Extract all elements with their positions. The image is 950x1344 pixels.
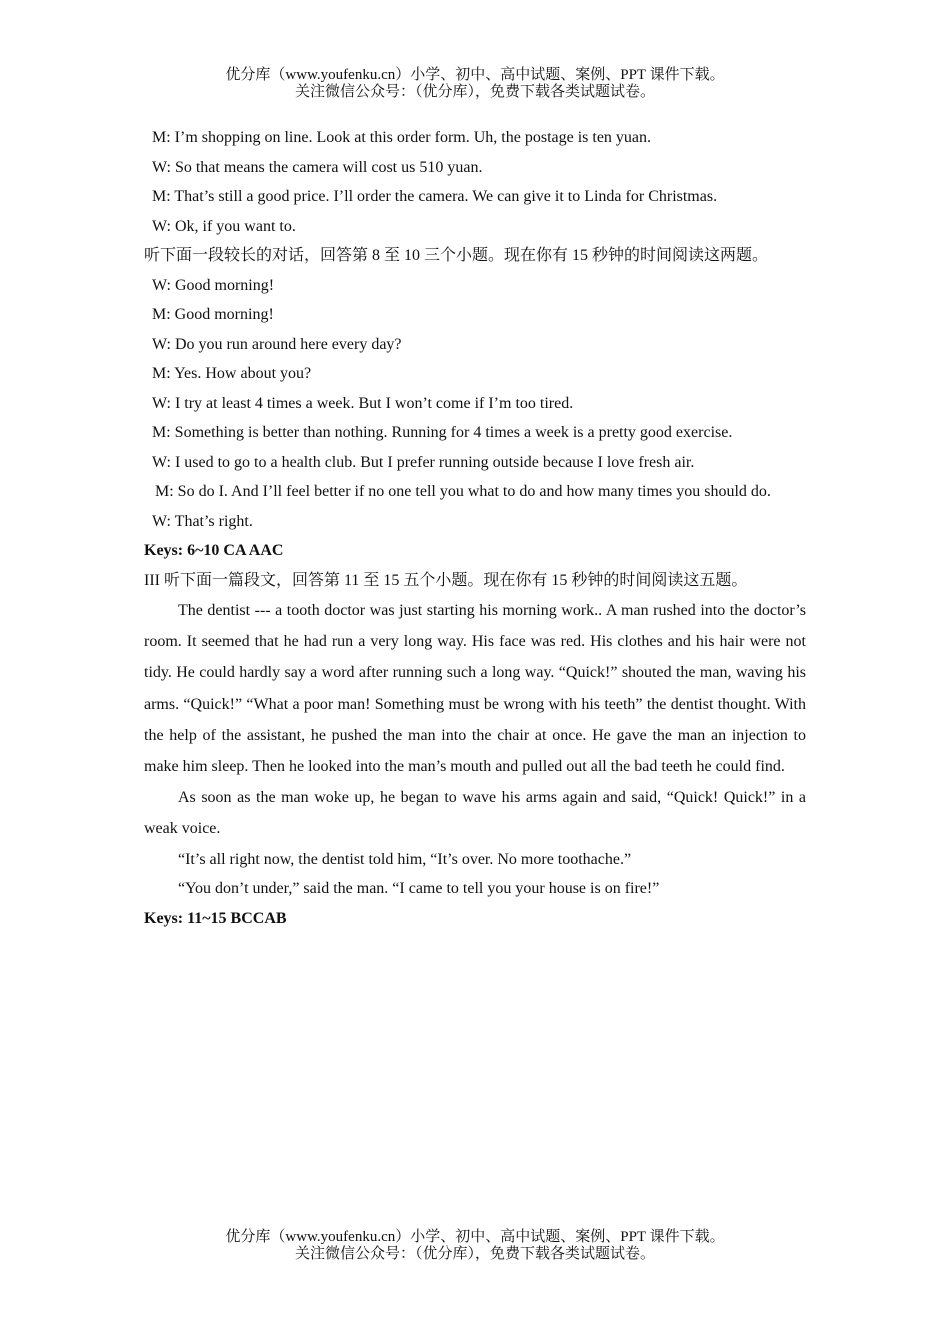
dialogue-line: W: Good morning! (152, 276, 275, 294)
dialogue-line: W: I used to go to a health club. But I prefer running outside because I love fresh air. (152, 453, 695, 471)
page-header (0, 67, 950, 101)
page-footer (0, 1229, 950, 1263)
header-line-1: 优分库（www.youfenku.cn）小学、初中、高中试题、案例、PPT 课件下载。 (225, 67, 725, 83)
dialogue-line: W: That’s right. (152, 512, 253, 530)
section-instruction: 听下面一段较长的对话，回答第 8 至 10 三个小题。现在你有 15 秒钟的时间阅读这两题。 (144, 247, 769, 264)
dialogue-line: W: So that means the camera will cost us 510 yuan. (152, 158, 483, 176)
section-instruction: III 听下面一篇段文，回答第 11 至 15 五个小题。现在你有 15 秒钟的时间阅读这五题。 (144, 571, 748, 589)
dialogue-line: M: Yes. How about you? (152, 365, 312, 382)
dialogue-line: W: Ok, if you want to. (152, 217, 296, 235)
dialogue-line: M: Something is better than nothing. Running for 4 times a week is a pretty good exercise. (152, 424, 733, 441)
document-body (144, 123, 806, 933)
passage-paragraph: As soon as the man woke up, he began to wave his arms again and said, “Quick! Quick!” in a weak voice. (144, 789, 806, 838)
footer-line-1: 优分库（www.youfenku.cn）小学、初中、高中试题、案例、PPT 课件下载。 (225, 1229, 725, 1245)
answer-keys: Keys: 11~15 BCCAB (144, 909, 287, 927)
answer-keys: Keys: 6~10 CA AAC (144, 542, 284, 559)
passage-paragraph: “It’s all right now, the dentist told him, “It’s over. No more toothache.” (178, 850, 632, 868)
passage-paragraph: “You don’t under,” said the man. “I came to tell you your house is on fire!” (178, 880, 660, 898)
dialogue-line: M: So do I. And I’ll feel better if no one tell you what to do and how many times you should do. (155, 483, 771, 500)
passage-paragraph: The dentist --- a tooth doctor was just starting his morning work.. A man rushed into the doctor’s room. It seemed that he had run a very long way. His face was red. His clothes and his hair were not tidy. He could hardly say a word after running such a long way. “Quick!” shouted the man, waving his arms. “Quick!” “What a poor man! Something must be wrong with his teeth” the dentist thought. With the help of the assistant, he pushed the man into the chair at once. He gave the man an injection to make him sleep. Then he looked into the man’s mouth and pulled out all the bad teeth he could find. (144, 602, 806, 776)
dialogue-line: M: I’m shopping on line. Look at this order form. Uh, the postage is ten yuan. (152, 129, 652, 146)
dialogue-line: W: I try at least 4 times a week. But I won’t come if I’m too tired. (152, 394, 574, 412)
dialogue-line: W: Do you run around here every day? (152, 335, 402, 353)
header-line-2: 关注微信公众号：（优分库），免费下载各类试题试卷。 (294, 84, 655, 100)
dialogue-line: M: Good morning! (152, 306, 274, 323)
footer-line-2: 关注微信公众号：（优分库），免费下载各类试题试卷。 (294, 1246, 655, 1262)
dialogue-line: M: That’s still a good price. I’ll order the camera. We can give it to Linda for Christmas. (152, 188, 718, 205)
